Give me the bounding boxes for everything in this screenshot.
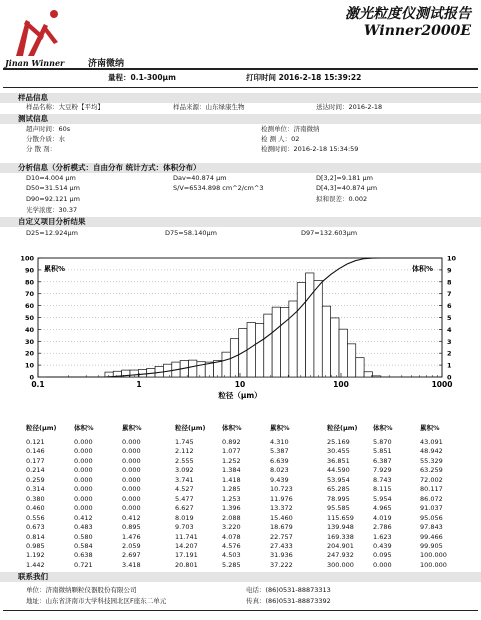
cell-size-1: 0.259 bbox=[26, 475, 45, 484]
table-row bbox=[26, 438, 466, 447]
volume-bar bbox=[322, 306, 330, 377]
cell-cum-2: 27.433 bbox=[270, 541, 293, 550]
contact-phone: 电话：(86)0531-88873313 bbox=[246, 586, 331, 594]
test-dispersant-count: 分 散 剂： bbox=[26, 145, 57, 153]
volume-bar bbox=[138, 369, 146, 377]
volume-bar bbox=[297, 283, 305, 377]
header-cum-2: 累积% bbox=[270, 424, 290, 432]
cell-cum-2: 11.976 bbox=[270, 494, 293, 503]
cell-cum-2: 31.936 bbox=[270, 551, 293, 560]
cell-cum-2: 9.439 bbox=[270, 475, 289, 484]
cell-cum-1: 2.059 bbox=[122, 541, 141, 550]
cell-cum-2: 22.757 bbox=[270, 532, 293, 541]
table-row bbox=[26, 533, 466, 542]
cell-cum-1: 3.418 bbox=[122, 560, 141, 569]
cell-vol-2: 1.396 bbox=[222, 504, 241, 513]
d90-value: D90=92.121 μm bbox=[26, 195, 80, 203]
cell-vol-1: 0.000 bbox=[74, 456, 93, 465]
header-rule bbox=[3, 68, 478, 70]
cell-vol-1: 0.000 bbox=[74, 447, 93, 456]
cell-vol-1: 0.000 bbox=[74, 438, 93, 446]
cell-vol-2: 3.220 bbox=[222, 523, 241, 532]
contact-address: 地址：山东省济南市大学科技园北区F座东二单元 bbox=[26, 597, 167, 605]
cell-size-3: 30.455 bbox=[327, 447, 350, 456]
cell-size-2: 8.019 bbox=[175, 513, 194, 522]
d50-value: D50=31.514 μm bbox=[26, 184, 80, 192]
x-tick-label: 100 bbox=[333, 380, 349, 389]
x-tick-label: 1000 bbox=[431, 380, 453, 389]
cell-cum-1: 0.000 bbox=[122, 447, 141, 456]
cell-cum-3: 80.117 bbox=[420, 485, 443, 494]
cell-size-3: 53.954 bbox=[327, 475, 350, 484]
cell-size-3: 139.948 bbox=[327, 523, 354, 532]
cell-size-1: 1.192 bbox=[26, 551, 45, 560]
cell-vol-3: 7.929 bbox=[373, 466, 392, 475]
cell-size-3: 95.585 bbox=[327, 504, 350, 513]
cell-size-2: 6.627 bbox=[175, 504, 194, 513]
header-vol-1: 体积% bbox=[74, 424, 94, 432]
cell-size-2: 9.703 bbox=[175, 523, 194, 532]
cell-cum-3: 63.259 bbox=[420, 466, 443, 475]
cell-cum-2: 4.310 bbox=[270, 438, 289, 446]
cell-vol-3: 0.000 bbox=[373, 560, 392, 569]
range-line bbox=[108, 73, 176, 82]
cell-size-2: 1.745 bbox=[175, 438, 194, 446]
cell-size-1: 0.121 bbox=[26, 438, 45, 446]
cell-cum-1: 0.000 bbox=[122, 504, 141, 513]
fit-error: 拟和误差：0.002 bbox=[316, 195, 368, 203]
y-left-tick-label: 10 bbox=[24, 361, 34, 370]
cell-cum-1: 1.476 bbox=[122, 532, 141, 541]
y-left-tick-label: 0 bbox=[29, 373, 34, 382]
test-time: 检测时间：2016-2-18 15:34:59 bbox=[261, 145, 359, 153]
volume-bar bbox=[222, 352, 230, 377]
table-row bbox=[26, 504, 466, 513]
range-value: 0.1-300μm bbox=[130, 73, 176, 82]
cell-vol-3: 8.115 bbox=[373, 485, 392, 494]
report-title-cn: 激光粒度仪测试报告 bbox=[345, 6, 471, 22]
cell-cum-2: 37.222 bbox=[270, 560, 293, 569]
y-right-tick-label: 5 bbox=[447, 314, 452, 322]
table-row bbox=[26, 495, 466, 504]
cell-vol-2: 1.285 bbox=[222, 485, 241, 494]
cell-size-1: 0.673 bbox=[26, 523, 45, 532]
cell-size-1: 0.146 bbox=[26, 447, 45, 456]
cell-size-3: 300.000 bbox=[327, 560, 354, 569]
cell-size-1: 0.556 bbox=[26, 513, 45, 522]
contact-fax: 传真：(86)0531-88873392 bbox=[246, 597, 331, 605]
d75-value: D75=58.140μm bbox=[165, 229, 217, 237]
d97-value: D97=132.603μm bbox=[301, 229, 358, 237]
y-left-tick-label: 100 bbox=[20, 254, 34, 263]
cell-vol-1: 0.721 bbox=[74, 560, 93, 569]
cell-vol-2: 1.384 bbox=[222, 466, 241, 475]
cell-cum-3: 43.091 bbox=[420, 438, 443, 446]
cell-cum-3: 72.002 bbox=[420, 475, 443, 484]
x-tick-label: 0.1 bbox=[31, 380, 45, 389]
cell-cum-1: 0.000 bbox=[122, 466, 141, 475]
table-row bbox=[26, 485, 466, 494]
sample-source: 样品来源：山东绿康生物 bbox=[173, 103, 245, 111]
volume-bar bbox=[264, 314, 272, 377]
cell-vol-3: 0.439 bbox=[373, 541, 392, 550]
footer-rule bbox=[3, 610, 478, 611]
d43-value: D[4,3]=40.874 μm bbox=[316, 184, 378, 192]
cell-vol-1: 0.584 bbox=[74, 541, 93, 550]
cell-cum-1: 0.000 bbox=[122, 456, 141, 465]
cell-vol-2: 4.576 bbox=[222, 541, 241, 550]
y-right-tick-label: 8 bbox=[447, 278, 452, 287]
cell-vol-2: 1.253 bbox=[222, 494, 241, 503]
report-title-en: Winner2000E bbox=[363, 23, 471, 39]
cell-size-2: 3.092 bbox=[175, 466, 194, 475]
y-left-tick-label: 20 bbox=[24, 349, 34, 358]
cell-cum-3: 91.037 bbox=[420, 504, 443, 513]
cell-cum-1: 0.000 bbox=[122, 475, 141, 484]
cell-vol-3: 6.387 bbox=[373, 456, 392, 465]
cell-vol-2: 4.078 bbox=[222, 532, 241, 541]
winner-logo bbox=[14, 6, 64, 58]
cell-cum-2: 13.372 bbox=[270, 504, 293, 513]
volume-bar bbox=[339, 329, 347, 377]
cell-size-2: 11.741 bbox=[175, 532, 198, 541]
test-person: 检 测 人：02 bbox=[261, 135, 300, 143]
cell-cum-1: 0.000 bbox=[122, 485, 141, 494]
cell-vol-1: 0.000 bbox=[74, 475, 93, 484]
y-right-tick-label: 6 bbox=[447, 302, 452, 311]
y-right-tick-label: 9 bbox=[447, 266, 452, 275]
y-left-tick-label: 60 bbox=[24, 302, 34, 311]
cell-size-1: 0.460 bbox=[26, 504, 45, 513]
cell-cum-1: 0.412 bbox=[122, 513, 141, 522]
cell-vol-1: 0.000 bbox=[74, 494, 93, 503]
cell-vol-3: 2.786 bbox=[373, 523, 392, 532]
section-custom: 自定义项目分析结果 bbox=[0, 217, 481, 227]
cell-vol-1: 0.000 bbox=[74, 485, 93, 494]
y-left-tick-label: 70 bbox=[24, 290, 34, 299]
cell-cum-2: 6.639 bbox=[270, 456, 289, 465]
x-axis-label: 粒径（μm） bbox=[218, 391, 262, 400]
cell-cum-3: 97.843 bbox=[420, 523, 443, 532]
cell-size-2: 2.555 bbox=[175, 456, 194, 465]
cell-cum-1: 0.000 bbox=[122, 438, 141, 446]
cell-cum-3: 99.466 bbox=[420, 532, 443, 541]
section-contact: 联系我们 bbox=[0, 572, 481, 582]
cell-size-2: 2.112 bbox=[175, 447, 194, 456]
cell-vol-2: 1.252 bbox=[222, 456, 241, 465]
x-tick-label: 10 bbox=[234, 380, 246, 389]
y-right-tick-label: 10 bbox=[447, 254, 457, 263]
header-size-2: 粒径(μm) bbox=[175, 424, 206, 432]
cell-size-2: 20.801 bbox=[175, 560, 198, 569]
y-left-tick-label: 40 bbox=[24, 325, 34, 334]
y-right-tick-label: 4 bbox=[447, 325, 452, 334]
cell-size-3: 78.995 bbox=[327, 494, 350, 503]
cell-size-1: 0.985 bbox=[26, 541, 45, 550]
cell-cum-3: 100.000 bbox=[420, 551, 447, 560]
cell-size-2: 5.477 bbox=[175, 494, 194, 503]
left-axis-label: 累积% bbox=[44, 265, 66, 273]
y-left-tick-label: 50 bbox=[24, 314, 34, 322]
y-right-tick-label: 7 bbox=[447, 290, 452, 299]
range-label: 量程： bbox=[108, 73, 131, 82]
cell-cum-2: 15.460 bbox=[270, 513, 293, 522]
cell-vol-1: 0.483 bbox=[74, 523, 93, 532]
cell-vol-3: 5.870 bbox=[373, 438, 392, 446]
cell-vol-3: 5.851 bbox=[373, 447, 392, 456]
table-row bbox=[26, 542, 466, 551]
cell-size-2: 17.191 bbox=[175, 551, 198, 560]
cell-size-3: 44.590 bbox=[327, 466, 350, 475]
cell-size-1: 0.814 bbox=[26, 532, 45, 541]
x-tick-label: 1 bbox=[136, 380, 142, 389]
sv-value: S/V=6534.898 cm^2/cm^3 bbox=[173, 184, 264, 192]
table-row bbox=[26, 447, 466, 456]
table-row bbox=[26, 457, 466, 466]
cell-cum-2: 5.387 bbox=[270, 447, 289, 456]
cell-vol-1: 0.000 bbox=[74, 466, 93, 475]
volume-bar bbox=[306, 273, 314, 377]
cell-size-2: 4.527 bbox=[175, 485, 194, 494]
cell-vol-3: 1.623 bbox=[373, 532, 392, 541]
print-time-value: 2016-2-18 15:39:22 bbox=[278, 73, 362, 82]
cell-cum-1: 0.895 bbox=[122, 523, 141, 532]
cell-size-1: 0.214 bbox=[26, 466, 45, 475]
table-row bbox=[26, 523, 466, 532]
y-right-tick-label: 2 bbox=[447, 349, 452, 358]
volume-bar bbox=[314, 280, 322, 377]
cell-size-3: 204.901 bbox=[327, 541, 354, 550]
brand-name: Jinan Winner bbox=[5, 58, 65, 68]
table-row bbox=[26, 466, 466, 475]
test-dispersant: 分散介质：水 bbox=[26, 135, 65, 143]
sample-send-time: 送达时间：2016-2-18 bbox=[316, 103, 383, 111]
cell-vol-1: 0.412 bbox=[74, 513, 93, 522]
cell-cum-3: 95.056 bbox=[420, 513, 443, 522]
cell-vol-2: 0.892 bbox=[222, 438, 241, 446]
print-time-line bbox=[246, 73, 361, 82]
cell-size-1: 1.442 bbox=[26, 560, 45, 569]
cell-vol-3: 8.743 bbox=[373, 475, 392, 484]
section-sample: 样品信息 bbox=[0, 93, 481, 103]
cell-vol-3: 5.954 bbox=[373, 494, 392, 503]
contact-unit: 单位：济南微纳颗粒仪器股份有限公司 bbox=[26, 586, 137, 594]
section-test: 测试信息 bbox=[0, 114, 481, 124]
obscuration: 光学浓度：30.37 bbox=[26, 206, 78, 214]
volume-bar bbox=[331, 318, 339, 377]
cell-size-3: 247.932 bbox=[327, 551, 354, 560]
header-cum-3: 累积% bbox=[420, 424, 440, 432]
cell-cum-1: 2.697 bbox=[122, 551, 141, 560]
sample-name: 样品名称：大豆粉【平均】 bbox=[26, 103, 104, 111]
y-left-tick-label: 80 bbox=[24, 278, 34, 287]
cell-cum-3: 99.905 bbox=[420, 541, 443, 550]
cell-size-3: 115.659 bbox=[327, 513, 354, 522]
cell-size-1: 0.380 bbox=[26, 494, 45, 503]
table-row bbox=[26, 514, 466, 523]
section-analysis: 分析信息（分析模式：自由分布 统计方式：体积分布） bbox=[0, 163, 481, 173]
cell-cum-2: 8.023 bbox=[270, 466, 289, 475]
volume-bar bbox=[280, 307, 288, 377]
volume-bar bbox=[255, 323, 263, 377]
distribution-chart bbox=[0, 248, 481, 408]
table-row bbox=[26, 561, 466, 570]
cell-cum-2: 18.679 bbox=[270, 523, 293, 532]
cell-size-2: 14.207 bbox=[175, 541, 198, 550]
cell-vol-1: 0.580 bbox=[74, 532, 93, 541]
d32-value: D[3,2]=9.181 μm bbox=[316, 174, 374, 182]
header-vol-2: 体积% bbox=[222, 424, 242, 432]
cell-vol-2: 1.418 bbox=[222, 475, 241, 484]
volume-bar bbox=[189, 360, 197, 377]
cell-cum-1: 0.000 bbox=[122, 494, 141, 503]
cell-vol-2: 1.077 bbox=[222, 447, 241, 456]
cell-size-3: 25.169 bbox=[327, 438, 350, 446]
cell-vol-3: 0.095 bbox=[373, 551, 392, 560]
y-right-tick-label: 1 bbox=[447, 361, 452, 370]
cell-cum-3: 48.942 bbox=[420, 447, 443, 456]
meta-rule bbox=[3, 87, 478, 88]
cell-size-3: 65.285 bbox=[327, 485, 350, 494]
cell-vol-3: 4.965 bbox=[373, 504, 392, 513]
header-vol-3: 体积% bbox=[373, 424, 393, 432]
test-ultrasound: 超声时间：60s bbox=[26, 125, 71, 133]
header-size-1: 粒径(μm) bbox=[26, 424, 57, 432]
cell-size-1: 0.177 bbox=[26, 456, 45, 465]
volume-bar bbox=[356, 358, 364, 377]
test-unit: 检测单位：济南微纳 bbox=[261, 125, 320, 133]
volume-bar bbox=[347, 344, 355, 377]
table-header-row bbox=[26, 424, 466, 434]
print-time-label: 打印时间 bbox=[246, 73, 276, 82]
y-right-tick-label: 0 bbox=[447, 373, 452, 382]
volume-bar bbox=[247, 323, 255, 377]
cell-vol-3: 4.019 bbox=[373, 513, 392, 522]
cell-cum-2: 10.723 bbox=[270, 485, 293, 494]
cell-cum-3: 86.072 bbox=[420, 494, 443, 503]
cell-vol-1: 0.638 bbox=[74, 551, 93, 560]
company-name: 济南微纳 bbox=[88, 59, 125, 69]
cell-vol-2: 4.503 bbox=[222, 551, 241, 560]
header-size-3: 粒径(μm) bbox=[327, 424, 358, 432]
right-axis-label: 体积% bbox=[412, 265, 434, 273]
cell-vol-2: 5.285 bbox=[222, 560, 241, 569]
cell-size-3: 169.338 bbox=[327, 532, 354, 541]
dav-value: Dav=40.874 μm bbox=[173, 174, 227, 182]
cell-size-2: 3.741 bbox=[175, 475, 194, 484]
cell-cum-3: 55.329 bbox=[420, 456, 443, 465]
y-left-tick-label: 30 bbox=[24, 337, 34, 346]
report-title bbox=[345, 6, 471, 40]
cell-vol-1: 0.000 bbox=[74, 504, 93, 513]
cell-vol-2: 2.088 bbox=[222, 513, 241, 522]
header-cum-1: 累积% bbox=[122, 424, 142, 432]
d10-value: D10=4.004 μm bbox=[26, 174, 76, 182]
d25-value: D25=12.924μm bbox=[26, 229, 78, 237]
cell-cum-3: 100.000 bbox=[420, 560, 447, 569]
volume-bar bbox=[372, 376, 380, 377]
cell-size-3: 36.851 bbox=[327, 456, 350, 465]
y-right-tick-label: 3 bbox=[447, 337, 452, 346]
table-row bbox=[26, 476, 466, 485]
cell-size-1: 0.314 bbox=[26, 485, 45, 494]
volume-bar bbox=[272, 307, 280, 377]
y-left-tick-label: 90 bbox=[24, 266, 34, 275]
table-row bbox=[26, 551, 466, 560]
